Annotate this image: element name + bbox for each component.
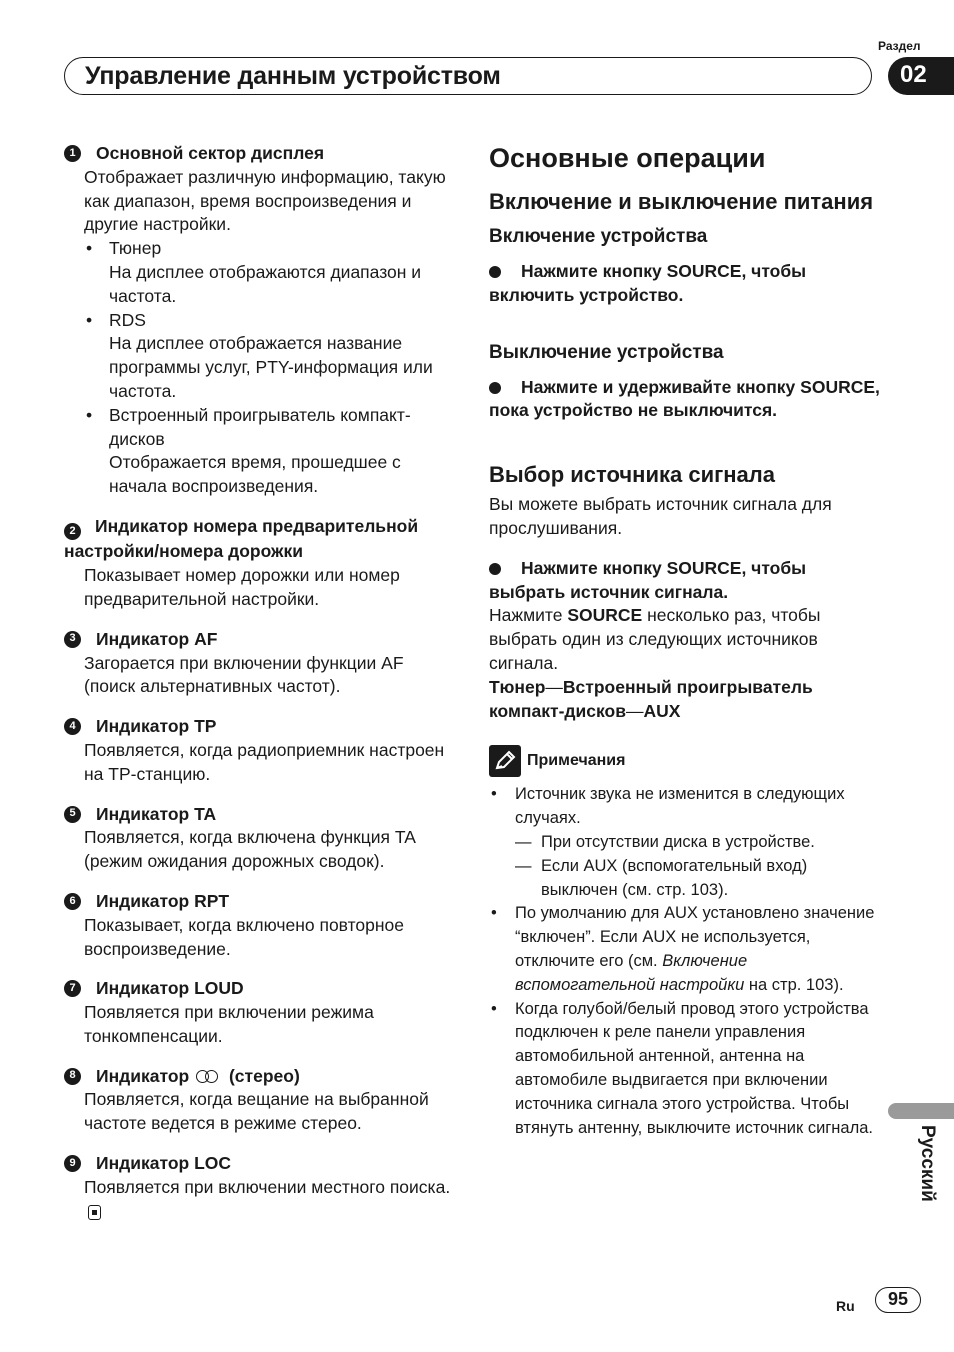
heading-power-off: Выключение устройства — [489, 341, 724, 363]
number-badge: 8 — [64, 1068, 81, 1085]
list-item: — Если AUX (вспомогательный вход) выключен (см. стр. 103). — [515, 855, 881, 903]
item-text: Отображает различную информацию, такую как диапазон, время воспроизведения и другие настройки. — [84, 166, 446, 235]
page-title: Управление данным устройством — [85, 62, 501, 90]
item-text: Появляется при включении режима тонкомпенсации. — [84, 1002, 374, 1046]
instruction-power-on — [489, 260, 881, 308]
number-badge: 9 — [64, 1155, 81, 1172]
item-heading — [64, 803, 454, 827]
instruction-text: Нажмите кнопку SOURCE, чтобы включить устройство. — [489, 261, 807, 305]
section-number-badge: 02 — [888, 57, 954, 95]
list-item — [84, 404, 454, 499]
language-tab — [888, 1103, 954, 1119]
bullet-dot-icon — [489, 563, 501, 575]
list-item — [84, 309, 454, 404]
source-intro: Вы можете выбрать источник сигнала для прослушивания. — [489, 494, 832, 538]
bullet-name: • RDS — [109, 309, 146, 330]
display-item-3 — [64, 628, 454, 699]
item-heading — [64, 977, 454, 1001]
item-heading — [64, 515, 454, 564]
number-badge: 1 — [64, 145, 81, 162]
item-heading — [64, 628, 454, 652]
sequence-separator: — — [625, 700, 644, 721]
instruction-text: Нажмите кнопку SOURCE, чтобы выбрать источник сигнала. — [489, 557, 807, 602]
item-text: Показывает, когда включено повторное воспроизведение. — [84, 914, 405, 959]
notes-title: Примечания — [527, 752, 626, 770]
note-text: на стр. 103). — [748, 975, 844, 994]
item-title — [96, 1065, 300, 1089]
item-title: Индикатор LOUD — [96, 978, 244, 999]
list-item: — При отсутствии диска в устройстве. — [515, 831, 881, 855]
number-badge: 7 — [64, 980, 81, 997]
display-item-9 — [64, 1152, 454, 1223]
item-text: Появляется, когда включена функция TA (режим ожидания дорожных сводок). — [84, 827, 415, 872]
bullet-dot-icon — [489, 382, 501, 394]
item-heading — [64, 890, 454, 914]
item-text-wrap — [64, 1176, 454, 1224]
number-badge: 6 — [64, 893, 81, 910]
item-title: Индикатор RPT — [96, 890, 230, 911]
end-mark-icon — [88, 1205, 101, 1220]
number-badge: 5 — [64, 806, 81, 823]
list-item: • Когда голубой/белый провод этого устройства подключен к реле панели управления автомобильной антенной, антенна на автомобиле выдвигается при включении источника сигнала этого устройства. Чтобы втянуть антенну, выключите источник сигнала. — [489, 998, 881, 1141]
item-title: Индикатор LOC — [96, 1153, 232, 1174]
display-item-2 — [64, 515, 454, 612]
page-title-box — [64, 57, 872, 95]
number-badge: 4 — [64, 718, 81, 735]
bullet-name: • Встроенный проигрыватель компакт-дисков — [109, 404, 411, 449]
item-text: Показывает номер дорожки или номер предварительной настройки. — [84, 565, 400, 609]
item-text: Появляется, когда вещание на выбранной частоте ведется в режиме стерео. — [84, 1089, 429, 1134]
source-paragraph — [489, 604, 881, 675]
instruction-power-off — [489, 376, 881, 424]
heading-power: Включение и выключение питания — [489, 189, 874, 214]
dash-list — [515, 831, 881, 902]
page-number: 95 — [875, 1287, 921, 1313]
note-pencil-icon — [489, 745, 521, 777]
sequence-item: Встроенный проигрыватель компакт-дисков — [489, 676, 813, 721]
list-item — [84, 237, 454, 308]
item-heading — [64, 715, 454, 739]
footer-language-code: Ru — [836, 1298, 855, 1314]
item-heading — [64, 1065, 454, 1089]
notes-heading — [489, 745, 881, 777]
bullet-desc: На дисплее отображается название программы услуг, PTY-информация или частота. — [109, 333, 433, 401]
instruction-text: Нажмите и удерживайте кнопку SOURCE, пока устройство не выключится. — [489, 376, 880, 421]
cross-reference: Включение вспомогательной настройки — [515, 951, 748, 994]
display-item-4 — [64, 715, 454, 786]
bullet-desc: На дисплее отображаются диапазон и частота. — [109, 261, 422, 306]
item-title: Индикатор TA — [96, 803, 217, 824]
note-text: По умолчанию для AUX установлено значение “включен”. Если AUX не используется, отключите его (см. — [515, 904, 875, 970]
left-column — [64, 142, 454, 1239]
display-item-8 — [64, 1065, 454, 1136]
bullet-dot-icon — [489, 266, 501, 278]
item-text: Появляется при включении местного поиска. — [84, 1176, 451, 1197]
item-title: Индикатор номера предварительной настройки/номера дорожки — [64, 515, 419, 562]
right-column — [489, 142, 881, 1140]
heading-basic-operations: Основные операции — [489, 143, 766, 173]
display-item-6 — [64, 890, 454, 961]
note-text: Источник звука не изменится в следующих случаях. — [515, 785, 845, 828]
item-text: Появляется, когда радиоприемник настроен на TP-станцию. — [84, 739, 445, 784]
display-item-7 — [64, 977, 454, 1048]
instruction-source — [489, 557, 881, 605]
list-item — [489, 783, 881, 902]
text-fragment: Нажмите — [489, 605, 563, 626]
sequence-separator: — — [545, 676, 563, 697]
number-badge: 2 — [64, 523, 81, 540]
item-title: Индикатор TP — [96, 716, 217, 737]
sequence-item: AUX — [643, 700, 681, 721]
item-title-a: Индикатор — [96, 1065, 190, 1086]
language-label: Русский — [917, 1125, 938, 1202]
source-sequence — [489, 676, 881, 724]
source-key-name: SOURCE — [567, 605, 643, 626]
notes-list — [489, 783, 881, 1140]
item-heading — [64, 142, 454, 166]
item-title-b: (стерео) — [228, 1065, 300, 1086]
text-fragment: несколько раз, чтобы выбрать один из следующих источников сигнала. — [489, 605, 821, 673]
number-badge: 3 — [64, 631, 81, 648]
display-item-1 — [64, 142, 454, 499]
section-label: Раздел — [878, 39, 921, 53]
heading-power-on: Включение устройства — [489, 226, 708, 247]
list-item — [489, 902, 881, 997]
item-heading — [64, 1152, 454, 1176]
bullet-name: • Тюнер — [109, 238, 162, 259]
display-item-5 — [64, 803, 454, 874]
sequence-item: Тюнер — [489, 676, 546, 697]
bullet-list — [64, 237, 454, 499]
item-title: Основной сектор дисплея — [96, 143, 325, 163]
bullet-desc: Отображается время, прошедшее с начала воспроизведения. — [109, 452, 401, 497]
item-text: Загорается при включении функции AF (поиск альтернативных частот). — [84, 652, 404, 697]
heading-source: Выбор источника сигнала — [489, 462, 775, 488]
stereo-icon — [196, 1070, 220, 1084]
item-title: Индикатор AF — [96, 628, 218, 649]
